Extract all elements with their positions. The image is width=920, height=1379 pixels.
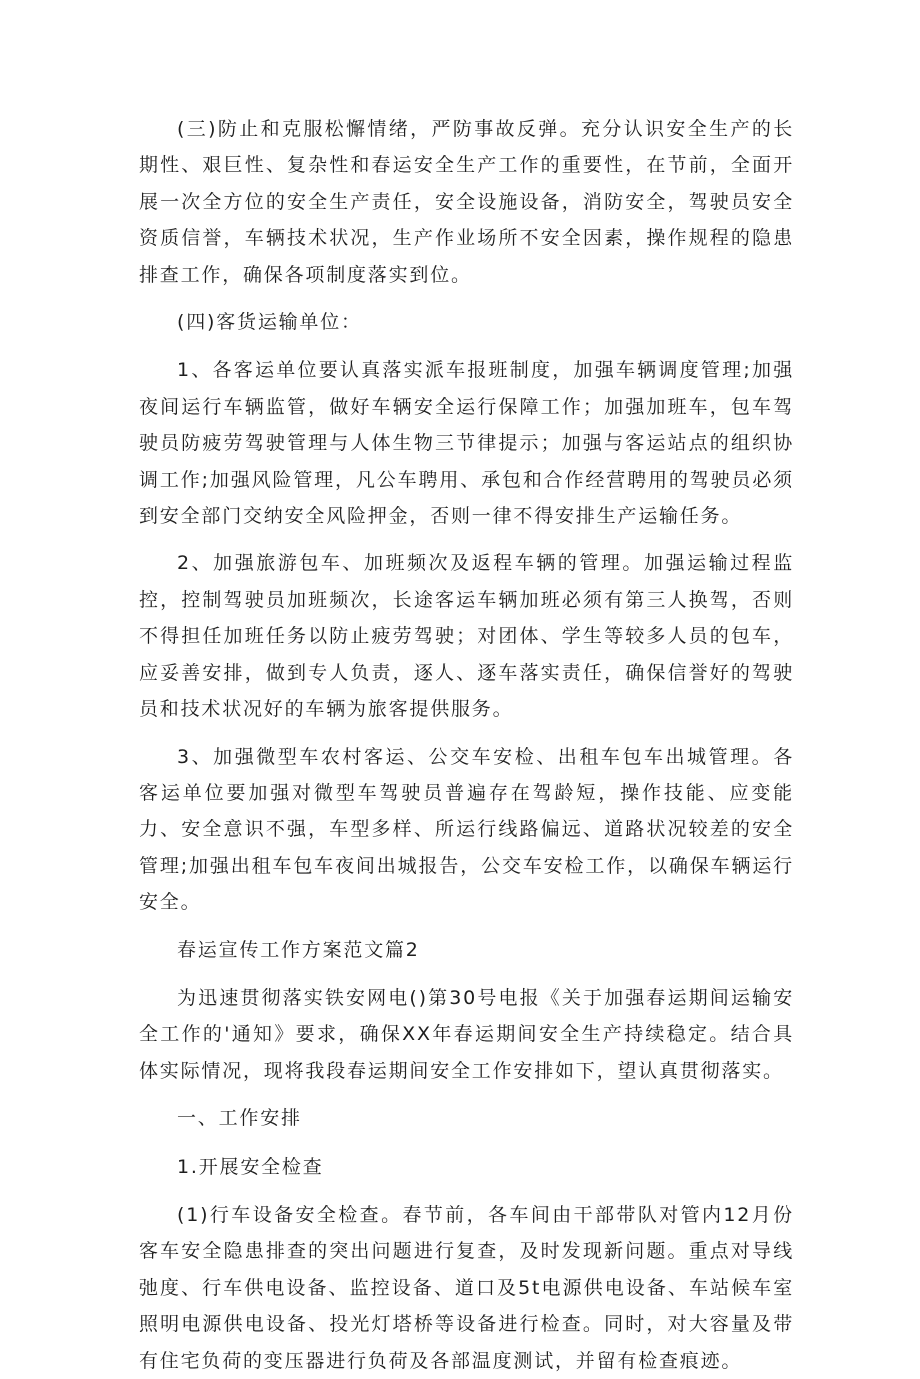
paragraph-item-3: 3、加强微型车农村客运、公交车安检、出租车包车出城管理。各客运单位要加强对微型车驾驶员普遍存在驾龄短，操作技能、应变能力、安全意识不强，车型多样、所运行线路偏远、道路状况较差的安全管理;加强出租车包车夜间出城报告，公交车安检工作，以确保车辆运行安全。 [139,745,794,914]
paragraph-intro: 为迅速贯彻落实铁安网电()第30号电报《关于加强春运期间运输安全工作的'通知》要求，确保XX年春运期间安全生产持续稳定。结合具体实际情况，现将我段春运期间安全工作安排如下，望认真贯彻落实。 [139,986,794,1082]
paragraph-item-1: 1、各客运单位要认真落实派车报班制度，加强车辆调度管理;加强夜间运行车辆监管，做好车辆安全运行保障工作；加强加班车，包车驾驶员防疲劳驾驶管理与人体生物三节律提示；加强与客运站点的组织协调工作;加强风险管理，凡公车聘用、承包和合作经营聘用的驾驶员必须到安全部门交纳安全风险押金，否则一律不得安排生产运输任务。 [139,359,794,528]
heading-safety-inspection: 1.开展安全检查 [177,1155,324,1178]
heading-work-arrangement: 一、工作安排 [177,1107,302,1130]
heading-section-4: (四)客货运输单位： [177,311,362,334]
paragraph-equipment-inspection: (1)行车设备安全检查。春节前，各车间由干部带队对管内12月份客车安全隐患排查的突出问题进行复查，及时发现新问题。重点对导线弛度、行车供电设备、监控设备、道口及5t电源供电设备、车站候车室照明电源供电设备、投光灯塔桥等设备进行检查。同时，对大容量及带有住宅负荷的变压器进行负荷及各部温度测试，并留有检查痕迹。 [139,1203,794,1372]
paragraph-section-3: (三)防止和克服松懈情绪，严防事故反弹。充分认识安全生产的长期性、艰巨性、复杂性和春运安全生产工作的重要性，在节前，全面开展一次全方位的安全生产责任，安全设施设备，消防安全，驾驶员安全资质信誉，车辆技术状况，生产作业场所不安全因素，操作规程的隐患排查工作，确保各项制度落实到位。 [139,118,794,286]
heading-article-2: 春运宣传工作方案范文篇2 [177,938,420,961]
paragraph-item-2: 2、加强旅游包车、加班频次及返程车辆的管理。加强运输过程监控，控制驾驶员加班频次，长途客运车辆加班必须有第三人换驾，否则不得担任加班任务以防止疲劳驾驶；对团体、学生等较多人员的包车，应妥善安排，做到专人负责，逐人、逐车落实责任，确保信誉好的驾驶员和技术状况好的车辆为旅客提供服务。 [139,552,794,721]
